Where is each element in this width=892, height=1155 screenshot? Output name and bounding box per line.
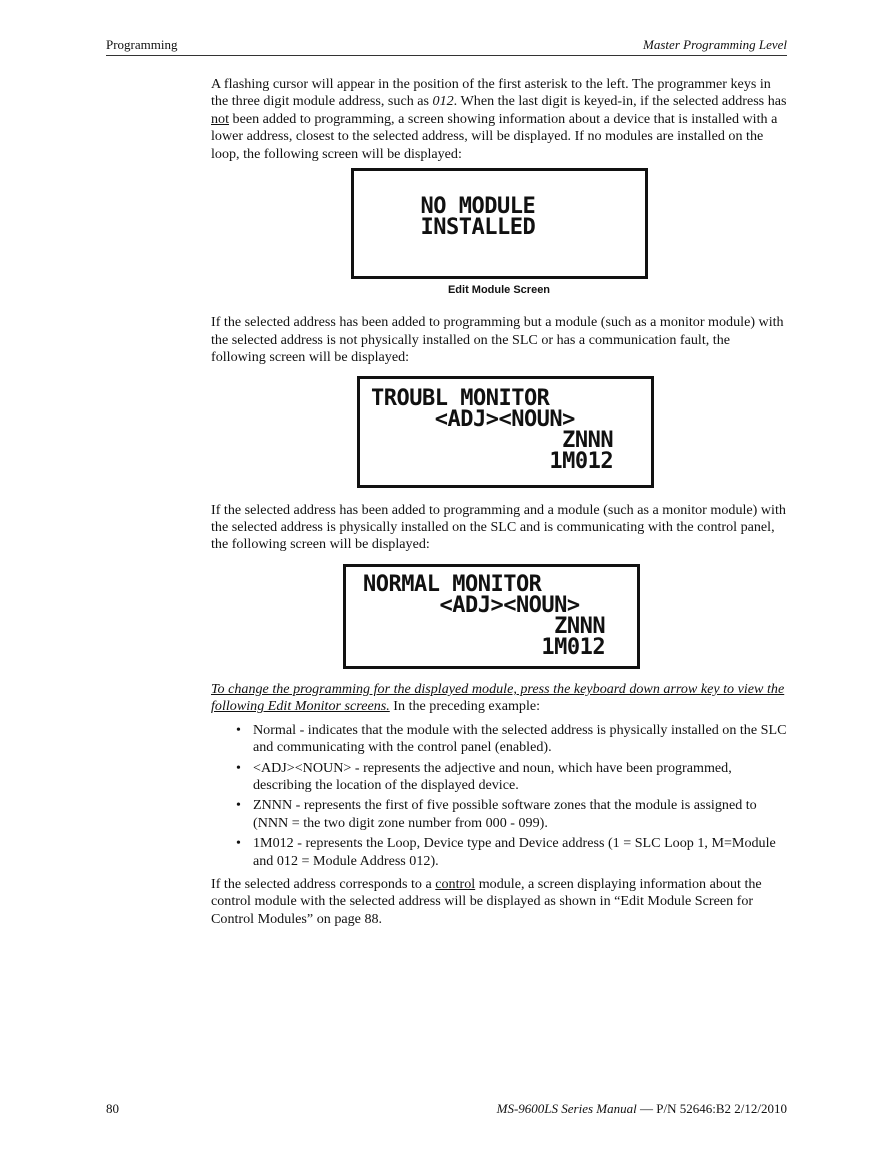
header-chapter-title: Master Programming Level	[643, 37, 787, 52]
lcd-line: 1M012	[371, 448, 614, 474]
list-item	[211, 760, 787, 795]
lcd-line: NO MODULE	[420, 194, 536, 220]
lcd-line: <ADJ><NOUN>	[371, 406, 575, 432]
paragraph-text: module, a screen displaying information about the control module with the selected address will be displayed as shown in “Edit Module Screen for Control Modules” on page 88.	[211, 875, 762, 927]
emphasis-not: not	[211, 110, 230, 127]
list-item	[211, 835, 787, 870]
paragraph-not-installed: If the selected address has been added to programming but a module (such as a monitor module) with the selected address is not physically installed on the SLC or has a communication fault, the following screen will be displayed:	[211, 314, 784, 366]
list-item-text: Normal - indicates that the module with the selected address is physically installed on the SLC and communicating with the control panel (enabled).	[253, 721, 787, 756]
header-section-title: Programming	[106, 37, 178, 52]
paragraph-text: A flashing cursor will appear in the position of the first asterisk to the left. The programmer keys in the three digit module address, such as	[211, 76, 771, 110]
figure-caption: Edit Module Screen	[447, 284, 551, 297]
instruction-text: To change the programming for the displayed module, press the keyboard down arrow key to view the following Edit Monitor screens.	[211, 680, 785, 715]
paragraph-text: . When the last digit is keyed-in, if the selected address has	[453, 93, 787, 110]
part-number: — P/N 52646:B2 2/12/2010	[636, 1101, 787, 1116]
lcd-screen-normal-monitor	[343, 564, 640, 669]
bullet-mark: •	[236, 835, 241, 852]
list-item-text: ZNNN - represents the first of five possible software zones that the module is assigned to (NNN = the two digit zone number from 000 - 099).	[253, 797, 757, 831]
paragraph-cursor-instructions	[211, 76, 787, 163]
lcd-line: <ADJ><NOUN>	[363, 592, 580, 618]
bullet-mark: •	[236, 721, 241, 738]
paragraph-text: If the selected address corresponds to a	[211, 875, 436, 892]
page-number: 80	[106, 1101, 119, 1116]
paragraph-text: been added to programming, a screen showing information about a device that is installed with a lower address, closest to the selected address, will be displayed. If no modules are installed on the loop, the following screen will be displayed:	[211, 110, 778, 162]
paragraph-installed: If the selected address has been added to programming and a module (such as a monitor module) with the selected address is physically installed on the SLC and is communicating with the control panel, the following screen will be displayed:	[211, 501, 786, 553]
list-item	[211, 797, 787, 832]
lcd-screen-no-module	[351, 168, 648, 279]
list-item	[211, 722, 787, 757]
emphasis-control: control	[435, 875, 476, 892]
paragraph-text: In the preceding example:	[389, 698, 541, 715]
list-item-text: 1M012 - represents the Loop, Device type and Device address (1 = SLC Loop 1, M=Module and 012 = Module Address 012).	[253, 835, 776, 869]
bullet-mark: •	[236, 797, 241, 814]
lcd-line: TROUBL MONITOR	[371, 385, 550, 411]
lcd-line: NORMAL MONITOR	[363, 571, 542, 597]
lcd-line: 1M012	[363, 634, 606, 660]
bullet-mark: •	[236, 759, 241, 776]
address-example: 012	[432, 93, 454, 110]
page-body	[211, 76, 787, 928]
lcd-screen-trouble-monitor	[357, 376, 654, 488]
footer-manual-info	[497, 1101, 787, 1117]
paragraph-control-module	[211, 876, 787, 928]
list-item-text: <ADJ><NOUN> - represents the adjective and noun, which have been programmed, describing the location of the displayed device.	[253, 759, 732, 793]
lcd-line: INSTALLED	[420, 215, 536, 241]
lcd-line: ZNNN	[371, 427, 614, 453]
bullet-list	[211, 722, 787, 870]
manual-title: MS-9600LS Series Manual	[496, 1101, 637, 1116]
header-divider	[106, 55, 787, 56]
paragraph-edit-instructions	[211, 681, 787, 716]
lcd-line: ZNNN	[363, 613, 606, 639]
